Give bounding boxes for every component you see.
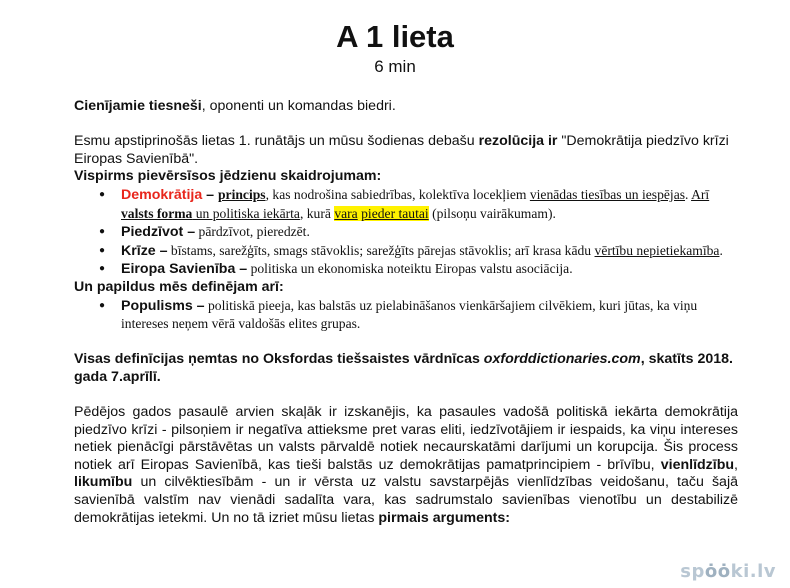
term-crisis: Krīze – <box>121 242 168 259</box>
def-text: , kas nodrošina sabiedrības, kolektīva locekļiem <box>265 186 530 202</box>
def-word-values: vērtību nepietiekamība <box>594 242 720 258</box>
document-body <box>74 98 738 527</box>
term-dash: – <box>202 186 218 203</box>
def-text: . <box>719 242 723 258</box>
def-word-principle: princips <box>218 186 266 202</box>
watermark-part: ki.lv <box>730 561 776 582</box>
site-watermark-logo <box>680 561 776 582</box>
time-subtitle: 6 min <box>374 57 416 76</box>
def-word-rights: vienādas tiesības un iespējas <box>529 186 686 202</box>
def-text: bīstams, sarežģīts, smags stāvoklis; sarežģīts pārejas stāvoklis; arī krasa kādu <box>167 242 595 258</box>
list-item <box>121 186 738 223</box>
body-bold-argument: pirmais arguments: <box>378 509 511 526</box>
def-word-people: pieder tautai <box>361 205 429 221</box>
body-bold-legality: likumību <box>74 474 133 491</box>
additional-definitions-list <box>74 297 738 334</box>
def-word-political-order: un politiska iekārta <box>192 205 300 221</box>
body-bold-equality: vienlīdzību <box>660 456 735 473</box>
def-word-state-form: valsts forma <box>121 205 193 221</box>
body-text: , <box>734 456 738 473</box>
intro-paragraph <box>74 133 738 168</box>
source-site: oxforddictionaries.com <box>483 351 641 368</box>
intro-resolution: "Demokrātija piedzīvo krīzi Eiropas Savienībā". <box>74 133 729 167</box>
def-text: (pilsoņu vairākumam). <box>428 205 556 221</box>
page-title: A 1 lieta <box>336 19 454 54</box>
source-text: Visas definīcijas ņemtas no Oksfordas tiešsaistes vārdnīcas <box>74 351 484 368</box>
list-item <box>121 297 738 334</box>
term-democracy: Demokrātija <box>121 186 203 203</box>
intro-text: Esmu apstiprinošās lietas 1. runātājs un mūsu šodienas debašu <box>74 133 479 150</box>
list-item <box>121 260 738 279</box>
body-text: un cilvēktiesībām - un ir vērsta uz valstu savstarpējās vienlīdzības veidošanu, taču šajā savienībā valstīm nav vienādi sadalīta vara, kas sadrumstalo savienības vienotību un destabilizē demokrātijas ietekmi. Un no tā izriet mūsu lietas <box>74 474 738 526</box>
def-word-also: Arī <box>691 186 710 202</box>
greeting-line <box>74 98 738 116</box>
list-item <box>121 223 738 242</box>
body-paragraph <box>74 404 738 527</box>
list-item <box>121 242 738 261</box>
source-date: , skatīts 2018. gada 7.aprīlī. <box>74 351 733 385</box>
also-defined-heading: Un papildus mēs definējam arī: <box>74 278 284 295</box>
definitions-list <box>74 186 738 279</box>
watermark-part: sp <box>680 561 705 582</box>
def-text: pārdzīvot, pieredzēt. <box>195 224 310 240</box>
watermark-eyes-icon: ȯȯ <box>704 561 731 582</box>
def-text: . <box>685 186 692 202</box>
source-note <box>74 351 738 386</box>
term-eu: Eiropa Savienība – <box>121 261 248 278</box>
intro-bold: rezolūcija ir <box>478 133 558 150</box>
greeting-bold: Cienījamie tiesneši <box>74 98 202 114</box>
definitions-heading: Vispirms pievērsīsos jēdzienu skaidrojumam: <box>74 168 382 185</box>
def-text: politiskā pieeja, kas balstās uz pielabināšanos vienkāršajiem cilvēkiem, kuri jūtas, ka viņu intereses neņem vērā valdošās elites grupas. <box>121 297 698 332</box>
def-text: , kurā <box>299 205 335 221</box>
term-experience: Piedzīvot – <box>121 224 196 241</box>
term-populism: Populisms – <box>121 297 205 314</box>
greeting-rest: , oponenti un komandas biedri. <box>201 98 396 114</box>
def-word-power: vara <box>334 205 358 221</box>
body-text: Pēdējos gados pasaulē arvien skaļāk ir izskanējis, ka pasaules vadošā politiskā iekārta demokrātija piedzīvo krīzi - pilsoņiem ir negatīva attieksme pret varas eliti, iedzīvotājiem ir iespaids, ka viņu intereses netiek pienācīgi pārstāvētas un valsts pārvaldē notiek necaurskatāmi darījumi un korupcija. Šis process notiek arī Eiropas Savienībā, kas tieši balstās uz demokrātijas pamatprincipiem - brīvību, <box>74 404 738 473</box>
def-text: politiska un ekonomiska noteiktu Eiropas valstu asociācija. <box>247 261 573 277</box>
